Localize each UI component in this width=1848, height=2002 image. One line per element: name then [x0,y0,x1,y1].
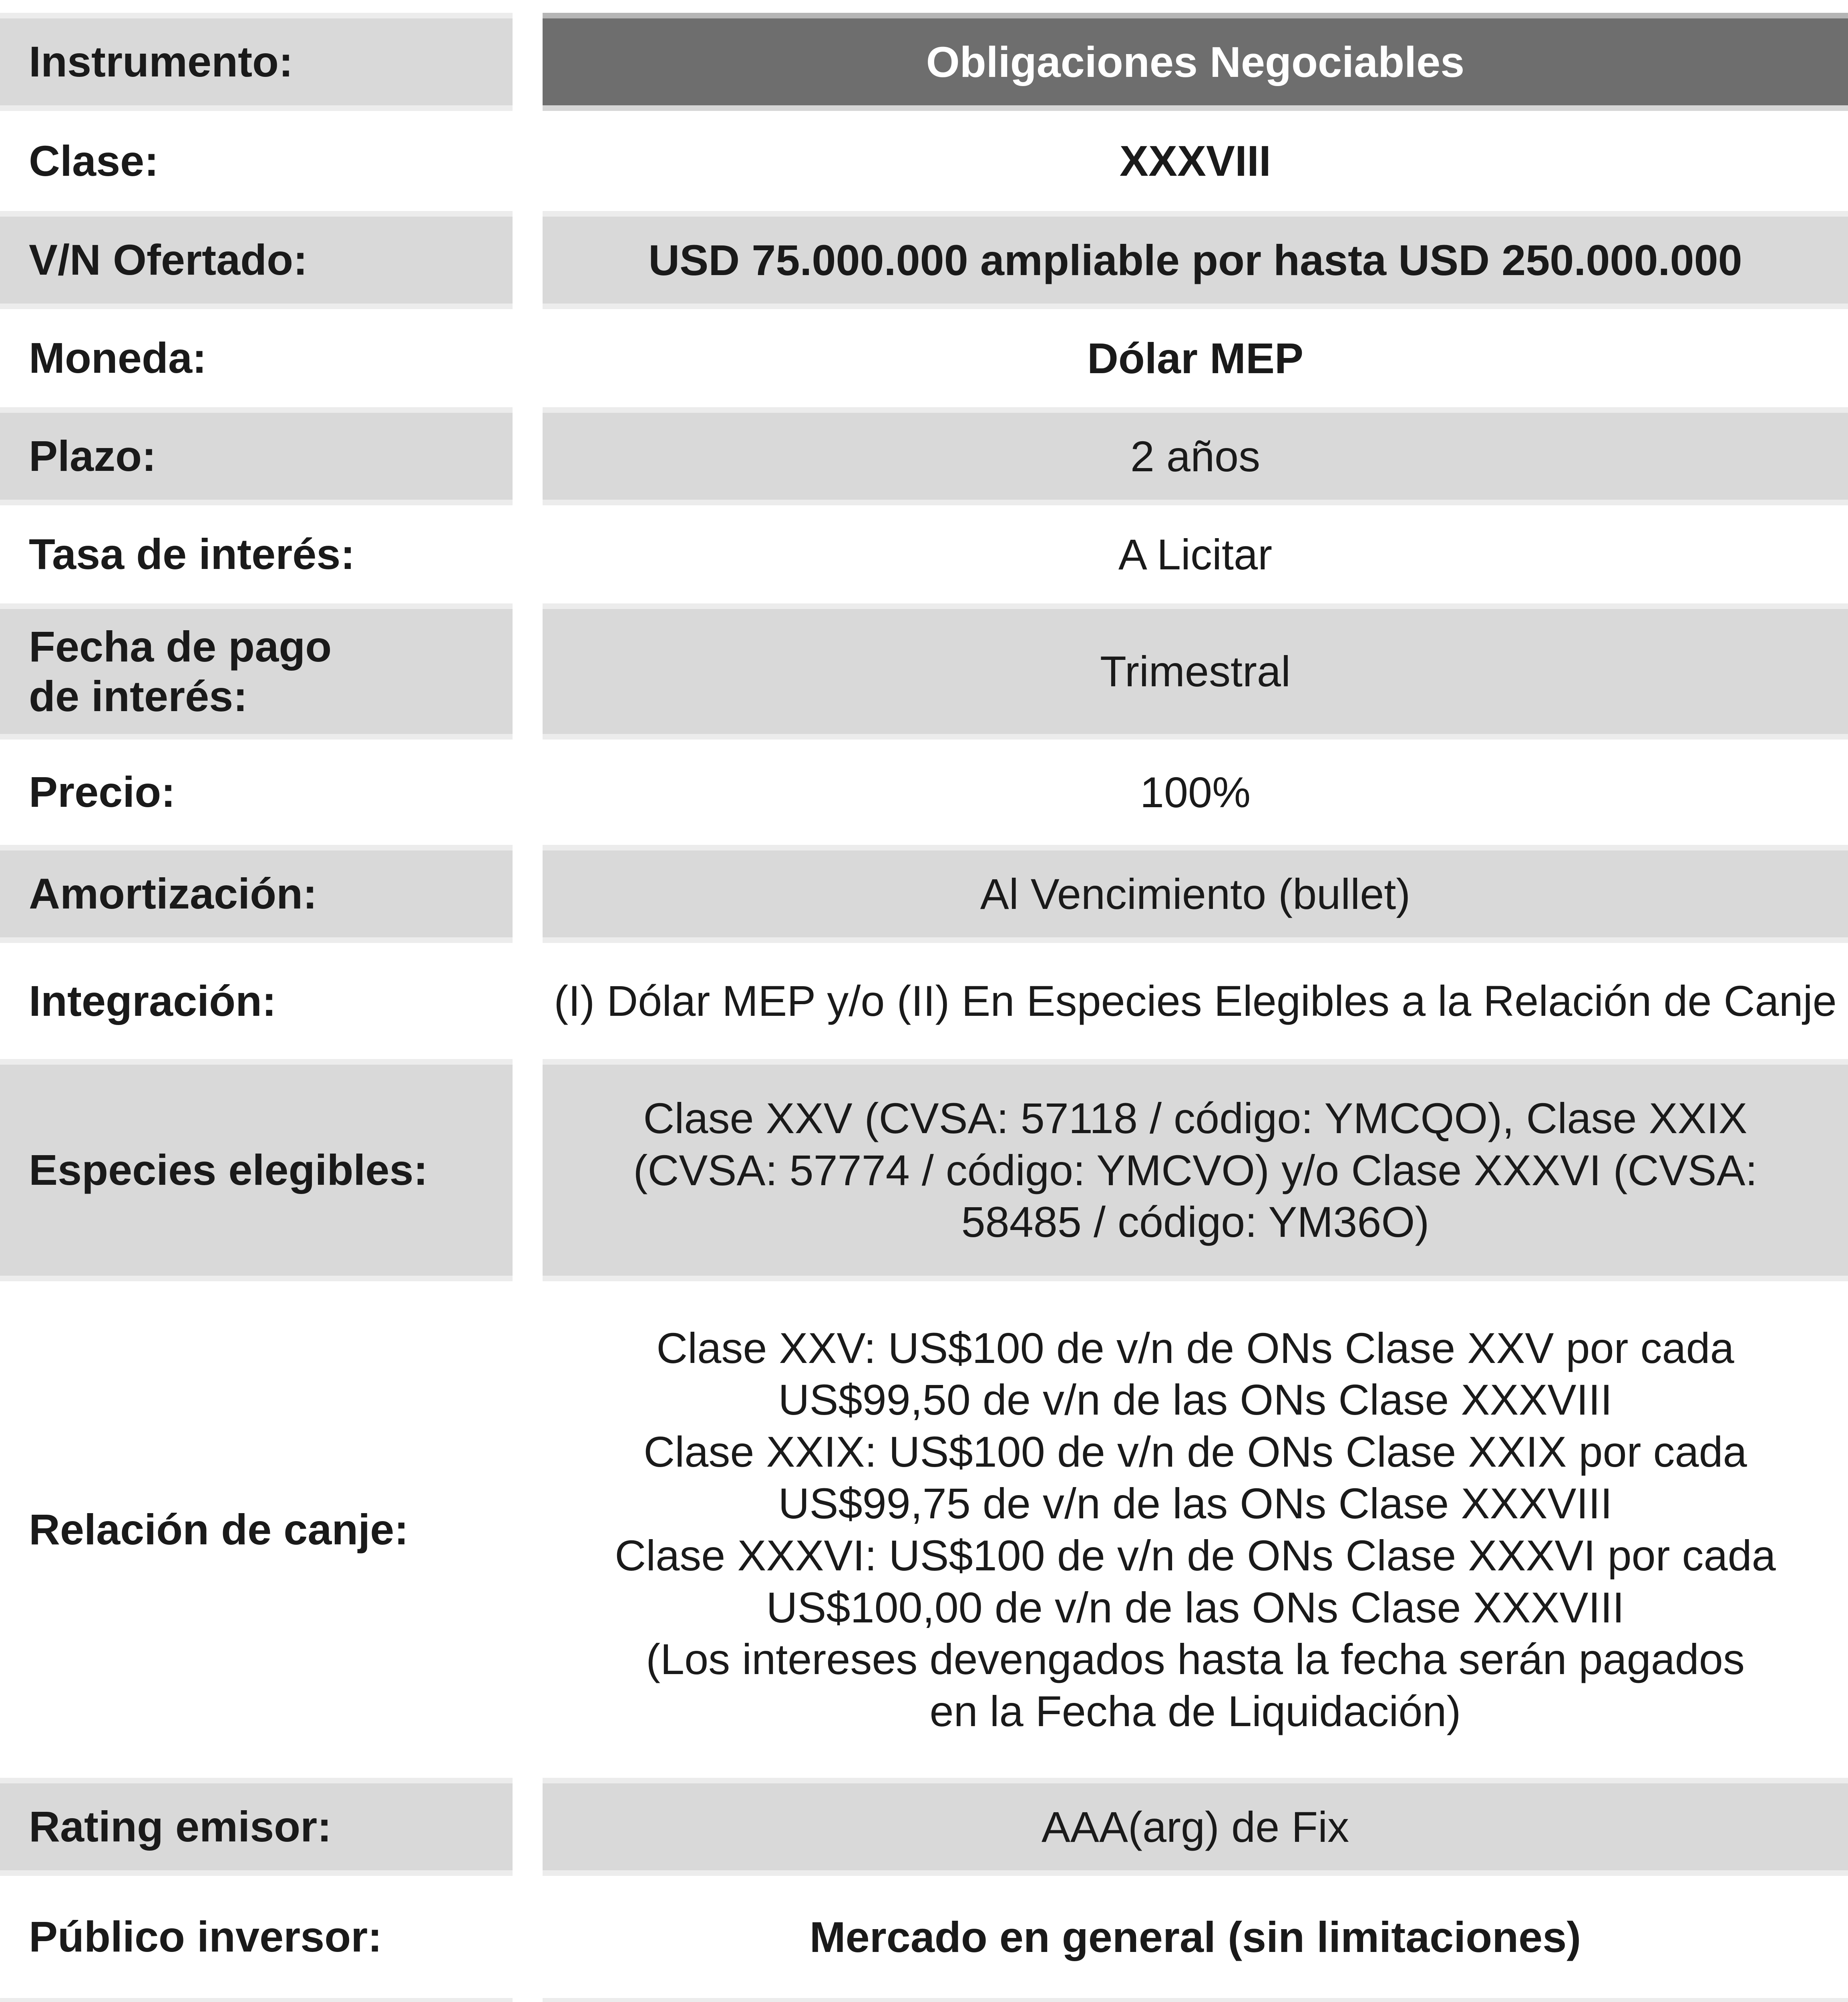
especies-line-1: Clase XXV (CVSA: 57118 / código: YMCQO), Clase XXIX [643,1094,1747,1143]
value-moneda: Dólar MEP [1087,334,1304,382]
label-relacion-canje: Relación de canje: [29,1505,409,1554]
canje-line-1: Clase XXV: US$100 de v/n de ONs Clase XXV por cada [656,1323,1734,1372]
value-instrumento: Obligaciones Negociables [543,13,1848,111]
canje-line-7: (Los intereses devengados hasta la fecha serán pagados [646,1635,1745,1684]
canje-line-5: Clase XXXVI: US$100 de v/n de ONs Clase XXXVI por cada [615,1531,1776,1580]
label-plazo: Plazo: [0,407,513,505]
value-vn-ofertado: USD 75.000.000 ampliable por hasta USD 250.000.000 [543,211,1848,309]
label-integracion: Integración: [29,976,277,1025]
especies-line-3: 58485 / código: YM36O) [961,1198,1430,1246]
value-rating-emisor: AAA(arg) de Fix [543,1778,1848,1876]
value-clase: XXXVIII [1119,137,1271,185]
label-instrumento: Instrumento: [0,13,513,111]
label-fecha-pago-line-1: Fecha de pago [29,622,332,671]
value-precio: 100% [1140,768,1251,816]
row-amortizacion [0,845,1848,943]
label-tasa-interes: Tasa de interés: [29,530,355,579]
value-tasa-interes: A Licitar [1118,530,1273,579]
value-publico-inversor: Mercado en general (sin limitaciones) [809,1912,1581,1961]
row-precio [0,740,1848,845]
value-fecha-pago: Trimestral [543,603,1848,740]
row-relacion-canje [0,1281,1848,1778]
row-instrumento [0,13,1848,111]
row-fecha-pago [0,603,1848,740]
canje-line-4: US$99,75 de v/n de las ONs Clase XXXVIII [778,1479,1613,1528]
canje-line-3: Clase XXIX: US$100 de v/n de ONs Clase XXIX por cada [643,1427,1747,1476]
label-vn-ofertado: V/N Ofertado: [0,211,513,309]
row-clase [0,111,1848,211]
value-suscripcion-minima [543,1998,1848,2002]
label-fecha-pago-line-2: de interés: [29,672,248,720]
row-suscripcion-minima [0,1998,1848,2002]
row-integracion [0,943,1848,1059]
row-rating-emisor [0,1778,1848,1876]
row-publico-inversor [0,1876,1848,1998]
value-plazo: 2 años [543,407,1848,505]
row-tasa-interes [0,505,1848,603]
label-amortizacion: Amortización: [0,845,513,943]
label-especies-elegibles: Especies elegibles: [0,1059,513,1281]
value-amortizacion: Al Vencimiento (bullet) [543,845,1848,943]
label-publico-inversor: Público inversor: [29,1912,382,1961]
label-rating-emisor: Rating emisor: [0,1778,513,1876]
canje-line-8: en la Fecha de Liquidación) [929,1686,1461,1735]
row-plazo [0,407,1848,505]
especies-line-2: (CVSA: 57774 / código: YMCVO) y/o Clase XXXVI (CVSA: [633,1146,1758,1194]
value-especies-elegibles [543,1059,1848,1281]
value-relacion-canje [543,1281,1848,1778]
row-moneda [0,309,1848,407]
row-especies-elegibles [0,1059,1848,1281]
label-clase: Clase: [29,136,159,185]
canje-line-6: US$100,00 de v/n de las ONs Clase XXXVIII [766,1583,1625,1632]
value-integracion: (I) Dólar MEP y/o (II) En Especies Elegibles a la Relación de Canje [554,977,1837,1025]
label-suscripcion-minima [0,1998,513,2002]
canje-line-2: US$99,50 de v/n de las ONs Clase XXXVIII [778,1375,1613,1424]
label-moneda: Moneda: [29,334,207,382]
label-fecha-pago [0,603,513,740]
row-vn-ofertado [0,211,1848,309]
label-precio: Precio: [29,768,176,816]
